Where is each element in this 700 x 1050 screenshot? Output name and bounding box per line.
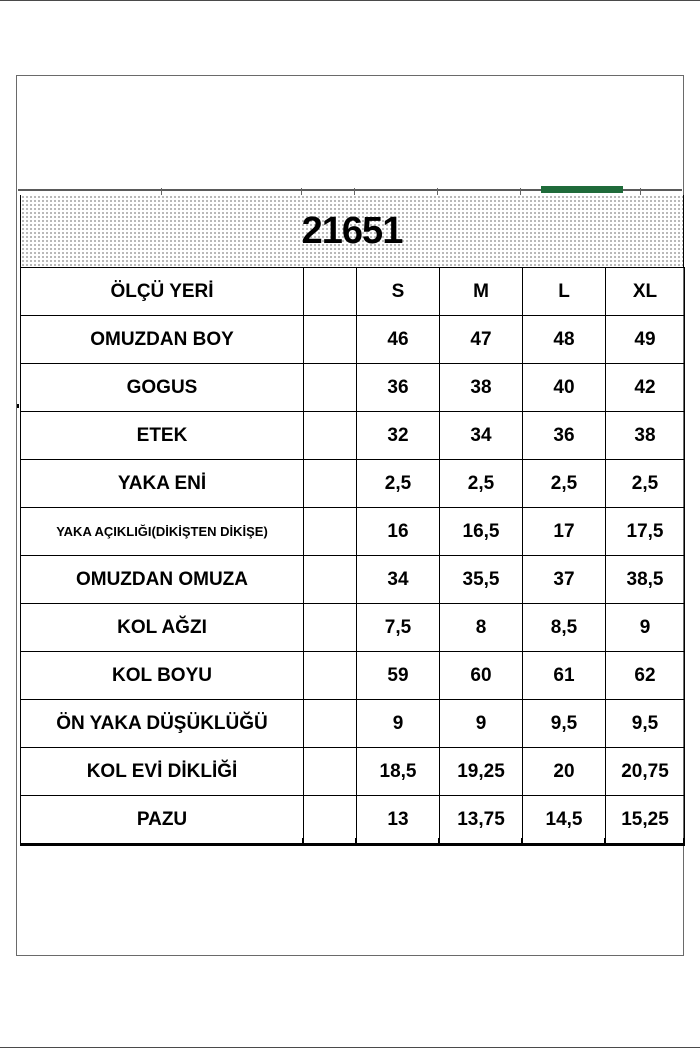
table-row — [21, 556, 685, 604]
value-cell: 35,5 — [440, 556, 523, 604]
value-cell: 20 — [523, 748, 606, 796]
row-label: PAZU — [21, 796, 304, 845]
row-label: GOGUS — [21, 364, 304, 412]
value-cell: 9 — [606, 604, 685, 652]
value-cell: 38 — [440, 364, 523, 412]
size-header-l: L — [523, 268, 606, 316]
table-row — [21, 700, 685, 748]
model-number-cell — [20, 195, 684, 267]
size-chart-table — [20, 267, 685, 846]
value-cell: 2,5 — [440, 460, 523, 508]
value-cell: 9,5 — [523, 700, 606, 748]
value-cell: 36 — [523, 412, 606, 460]
value-cell: 8 — [440, 604, 523, 652]
row-label: KOL BOYU — [21, 652, 304, 700]
value-cell: 17,5 — [606, 508, 685, 556]
value-cell: 2,5 — [606, 460, 685, 508]
blank-cell — [304, 460, 357, 508]
row-label: KOL AĞZI — [21, 604, 304, 652]
blank-cell — [304, 364, 357, 412]
value-cell: 34 — [440, 412, 523, 460]
blank-cell — [304, 508, 357, 556]
top-border-line — [0, 0, 700, 1]
value-cell: 48 — [523, 316, 606, 364]
value-cell: 9 — [440, 700, 523, 748]
value-cell: 9 — [357, 700, 440, 748]
row-label: ETEK — [21, 412, 304, 460]
header-row — [21, 268, 685, 316]
size-header-m: M — [440, 268, 523, 316]
value-cell: 16 — [357, 508, 440, 556]
measurement-header: ÖLÇÜ YERİ — [21, 268, 304, 316]
table-row — [21, 316, 685, 364]
table-row — [21, 604, 685, 652]
row-label: OMUZDAN OMUZA — [21, 556, 304, 604]
size-header-s: S — [357, 268, 440, 316]
table-row — [21, 460, 685, 508]
value-cell: 36 — [357, 364, 440, 412]
value-cell: 62 — [606, 652, 685, 700]
value-cell: 37 — [523, 556, 606, 604]
blank-header-cell — [304, 268, 357, 316]
value-cell: 61 — [523, 652, 606, 700]
blank-cell — [304, 316, 357, 364]
value-cell: 2,5 — [523, 460, 606, 508]
value-cell: 9,5 — [606, 700, 685, 748]
value-cell: 2,5 — [357, 460, 440, 508]
value-cell: 7,5 — [357, 604, 440, 652]
row-label: YAKA ENİ — [21, 460, 304, 508]
table-row — [21, 364, 685, 412]
bottom-border-line — [0, 1047, 700, 1048]
row-label: YAKA AÇIKLIĞI(DİKİŞTEN DİKİŞE) — [21, 508, 304, 556]
value-cell: 14,5 — [523, 796, 606, 845]
value-cell: 17 — [523, 508, 606, 556]
value-cell: 38 — [606, 412, 685, 460]
table-row — [21, 748, 685, 796]
value-cell: 15,25 — [606, 796, 685, 845]
value-cell: 20,75 — [606, 748, 685, 796]
value-cell: 47 — [440, 316, 523, 364]
value-cell: 16,5 — [440, 508, 523, 556]
table-bottom-ticks — [20, 838, 684, 846]
blank-cell — [304, 700, 357, 748]
value-cell: 42 — [606, 364, 685, 412]
row-label: OMUZDAN BOY — [21, 316, 304, 364]
table-row — [21, 412, 685, 460]
value-cell: 32 — [357, 412, 440, 460]
value-cell: 34 — [357, 556, 440, 604]
size-header-xl: XL — [606, 268, 685, 316]
value-cell: 8,5 — [523, 604, 606, 652]
table-row — [21, 508, 685, 556]
value-cell: 19,25 — [440, 748, 523, 796]
value-cell: 49 — [606, 316, 685, 364]
side-mark — [17, 404, 19, 408]
blank-cell — [304, 652, 357, 700]
value-cell: 13,75 — [440, 796, 523, 845]
value-cell: 13 — [357, 796, 440, 845]
row-label: KOL EVİ DİKLİĞİ — [21, 748, 304, 796]
value-cell: 59 — [357, 652, 440, 700]
value-cell: 46 — [357, 316, 440, 364]
value-cell: 18,5 — [357, 748, 440, 796]
value-cell: 40 — [523, 364, 606, 412]
value-cell: 38,5 — [606, 556, 685, 604]
row-label: ÖN YAKA DÜŞÜKLÜĞÜ — [21, 700, 304, 748]
value-cell: 60 — [440, 652, 523, 700]
table-row — [21, 652, 685, 700]
cropped-header-strip — [18, 186, 682, 195]
blank-cell — [304, 412, 357, 460]
model-number: 21651 — [301, 209, 403, 252]
blank-cell — [304, 556, 357, 604]
blank-cell — [304, 748, 357, 796]
blank-cell — [304, 604, 357, 652]
